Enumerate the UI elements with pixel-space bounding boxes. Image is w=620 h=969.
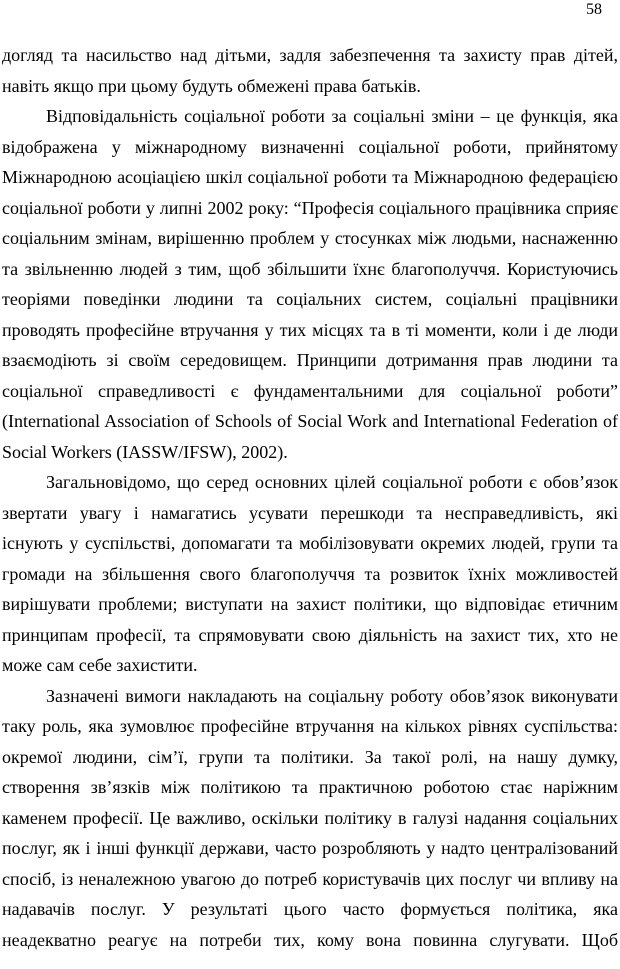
body-text (2, 40, 618, 955)
paragraph-definition: Відповідальність соціальної роботи за соціальні зміни – це функція, яка відображена у міжнародному визначенні соціальної роботи, прийнятому Міжнародною асоціацією шкіл соціальної роботи та Міжнародною федерацією соціальної роботи у липні 2002 року: “Професія соціального працівника сприяє соціальним змінам, вирішенню проблем у стосунках між людьми, наснаженню та звільненню людей з тим, щоб збільшити їхнє благополуччя. Користуючись теоріями поведінки людини та соціальних систем, соціальні працівники проводять професійне втручання у тих місцях та в ті моменти, коли і де люди взаємодіють зі своїм середовищем. Принципи дотримання прав людини та соціальної справедливості є фундаментальними для соціальної роботи” (International Association of Schools of Social Work and International Federation of Social Workers (IASSW/IFSW), 2002). (2, 106, 618, 462)
page-number: 58 (586, 1, 602, 18)
paragraph-continuation: догляд та насильство над дітьми, задля забезпечення та захисту прав дітей, навіть якщо при цьому будуть обмежені права батьків. (2, 45, 618, 96)
paragraph-goals: Загальновідомо, що серед основних цілей соціальної роботи є обов’язок звертати увагу і намагатись усувати перешкоди та несправедливість, які існують у суспільстві, допомагати та мобілізовувати окремих людей, групи та громади на збільшення свого благополуччя та розвиток їхніх можливостей вирішувати проблеми; виступати на захист політики, що відповідає етичним принципам професії, та спрямовувати свою діяльність на захист тих, хто не може сам себе захистити. (2, 472, 618, 675)
paragraph-requirements: Зазначені вимоги накладають на соціальну роботу обов’язок виконувати таку роль, яка зумовлює професійне втручання на кількох рівнях суспільства: окремої людини, сім’ї, групи та політики. За такої ролі, на нашу думку, створення зв’язків між політикою та практичною роботою стає наріжним каменем професії. Це важливо, оскільки політику в галузі надання соціальних послуг, як і інші функції держави, часто розробляють у надто централізований спосіб, із неналежною увагою до потреб користувачів цих послуг чи впливу на надавачів послуг. У результаті цього часто формується політика, яка неадекватно реагує на потреби тих, кому вона повинна слугувати. Щоб (2, 685, 618, 950)
